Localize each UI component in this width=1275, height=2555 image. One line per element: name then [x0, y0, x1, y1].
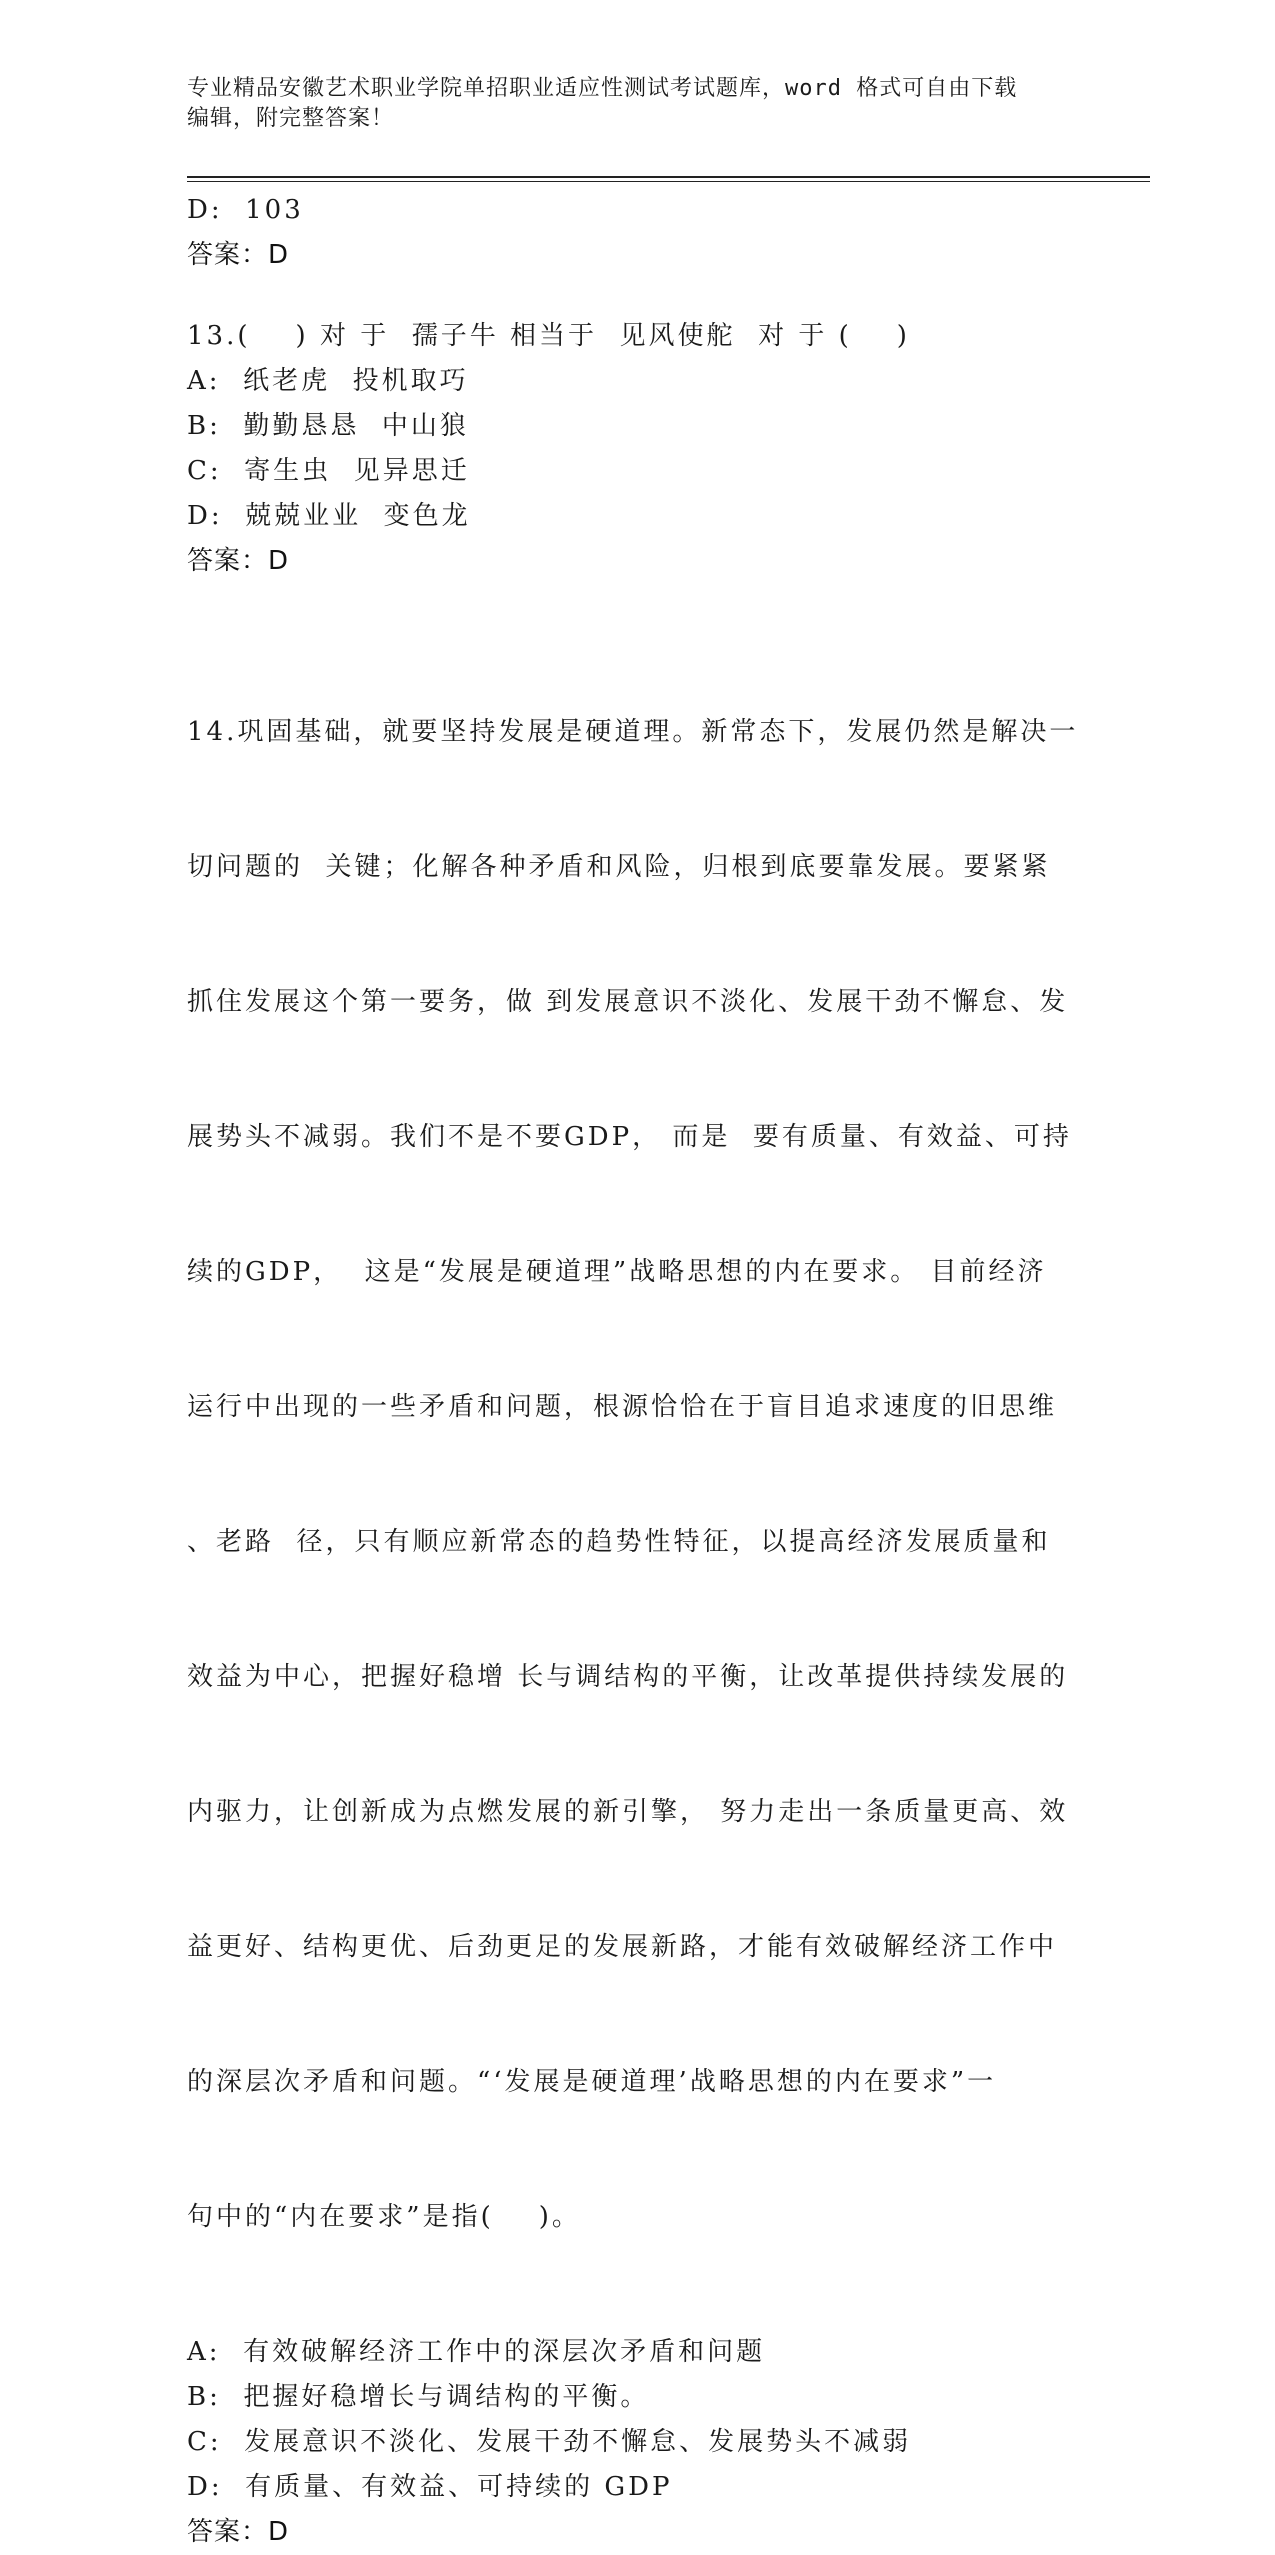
- q13-option-a: A: 纸老虎 投机取巧: [187, 366, 469, 396]
- q14-stem-line: 抓住发展这个第一要务，做 到发展意识不淡化、发展干劲不懈怠、发: [187, 987, 1069, 1017]
- header-line-2: 编辑，附完整答案！: [187, 106, 395, 131]
- q14-option-c: C: 发展意识不淡化、发展干劲不懈怠、发展势头不减弱: [187, 2427, 912, 2457]
- page-header: [187, 74, 1067, 134]
- q13-option-c: C: 寄生虫 见异思迁: [187, 456, 470, 486]
- header-line-1: 专业精品安徽艺术职业学院单招职业适应性测试考试题库，word 格式可自由下载: [187, 76, 1018, 101]
- header-rule-thick: [187, 176, 1150, 178]
- question-14: [187, 620, 1087, 2555]
- q14-stem-line: 续的GDP， 这是“发展是硬道理”战略思想的内在要求。 目前经济: [187, 1257, 1047, 1287]
- q14-stem-line: 益更好、结构更优、后劲更足的发展新路，才能有效破解经济工作中: [187, 1932, 1058, 1962]
- q13-answer: 答案：D: [187, 546, 290, 576]
- q13-stem: 13.( ) 对 于 孺子牛 相当于 见风使舵 对 于 ( ): [187, 321, 910, 351]
- header-rule-thin: [187, 181, 1150, 182]
- q13-option-d: D: 兢兢业业 变色龙: [187, 501, 471, 531]
- q14-stem: [187, 620, 1087, 2330]
- prev-question-tail: [187, 188, 1087, 278]
- q13-option-b: B: 勤勤恳恳 中山狼: [187, 411, 469, 441]
- prev-answer: 答案：D: [187, 240, 290, 270]
- q14-stem-line: 句中的“内在要求”是指( )。: [187, 2202, 581, 2232]
- q14-stem-line: 的深层次矛盾和问题。“‘发展是硬道理’战略思想的内在要求”一: [187, 2067, 997, 2097]
- q14-stem-line: 展势头不减弱。我们不是不要GDP， 而是 要有质量、有效益、可持: [187, 1122, 1072, 1152]
- q14-stem-line: 内驱力，让创新成为点燃发展的新引擎， 努力走出一条质量更高、效: [187, 1797, 1069, 1827]
- q14-stem-line: 效益为中心，把握好稳增 长与调结构的平衡，让改革提供持续发展的: [187, 1662, 1069, 1692]
- q14-stem-line: 、老路 径，只有顺应新常态的趋势性特征，以提高经济发展质量和: [187, 1527, 1051, 1557]
- q14-option-d: D: 有质量、有效益、可持续的 GDP: [187, 2472, 673, 2502]
- q14-option-b: B: 把握好稳增长与调结构的平衡。: [187, 2382, 650, 2412]
- q14-option-a: A: 有效破解经济工作中的深层次矛盾和问题: [187, 2337, 766, 2367]
- prev-option-d: D: 103: [187, 195, 304, 225]
- q14-stem-line: 切问题的 关键；化解各种矛盾和风险，归根到底要靠发展。要紧紧: [187, 852, 1051, 882]
- q14-stem-line: 运行中出现的一些矛盾和问题，根源恰恰在于盲目追求速度的旧思维: [187, 1392, 1058, 1422]
- q14-answer: 答案：D: [187, 2517, 290, 2547]
- question-13: [187, 314, 1087, 584]
- page-content: [187, 188, 1087, 2555]
- q14-stem-line: 14.巩固基础，就要坚持发展是硬道理。新常态下，发展仍然是解决一: [187, 717, 1079, 747]
